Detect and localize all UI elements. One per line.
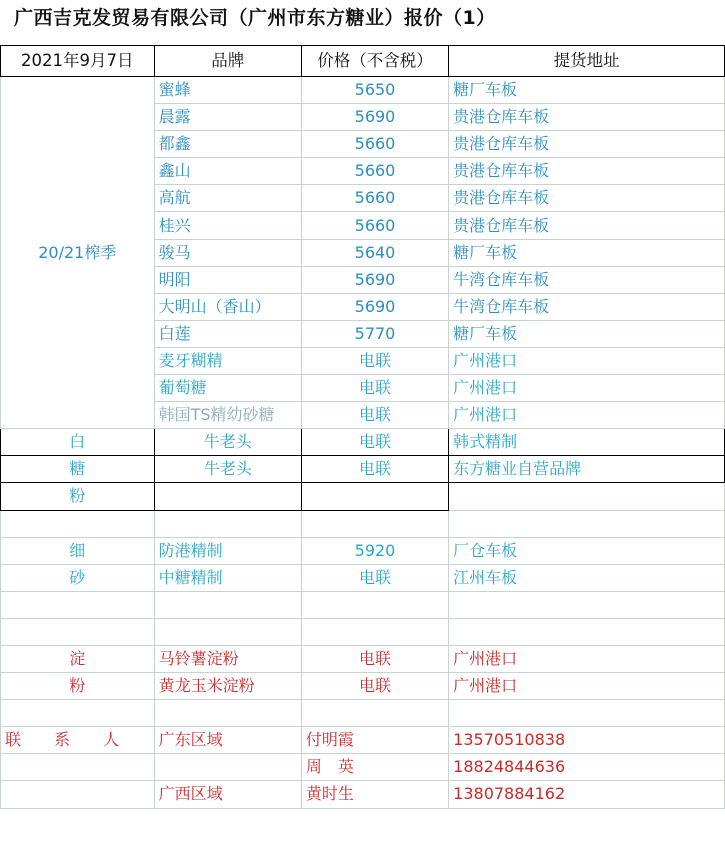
table-row bbox=[1, 645, 725, 672]
brand-cell: 马铃薯淀粉 bbox=[154, 645, 301, 672]
price-cell: 电联 bbox=[301, 673, 448, 700]
brand-cell: 晨露 bbox=[154, 104, 301, 131]
address-cell: 广州港口 bbox=[449, 402, 725, 429]
empty-cell bbox=[154, 700, 301, 727]
price-cell: 5690 bbox=[301, 266, 448, 293]
table-row bbox=[1, 618, 725, 645]
price-cell: 5770 bbox=[301, 320, 448, 347]
brand-cell: 鑫山 bbox=[154, 158, 301, 185]
contact-name: 付明霞 bbox=[301, 727, 448, 754]
price-cell: 电联 bbox=[301, 564, 448, 591]
region-cell: 广西区域 bbox=[154, 781, 301, 808]
table-row bbox=[1, 510, 725, 537]
price-cell: 电联 bbox=[301, 429, 448, 456]
address-cell: 贵港仓库车板 bbox=[449, 131, 725, 158]
table-row bbox=[1, 673, 725, 700]
address-cell: 贵港仓库车板 bbox=[449, 212, 725, 239]
header-address: 提货地址 bbox=[449, 46, 725, 77]
address-cell: 韩式精制 bbox=[449, 429, 725, 456]
address-cell: 糖厂车板 bbox=[449, 320, 725, 347]
category-label: 粉 bbox=[1, 483, 155, 510]
brand-cell: 桂兴 bbox=[154, 212, 301, 239]
empty-cell bbox=[301, 618, 448, 645]
page-title: 广西吉克发贸易有限公司（广州市东方糖业）报价（1） bbox=[14, 7, 496, 29]
contact-phone[interactable]: 18824844636 bbox=[449, 754, 725, 781]
price-cell: 电联 bbox=[301, 402, 448, 429]
empty-cell bbox=[1, 781, 155, 808]
brand-cell: 骏马 bbox=[154, 239, 301, 266]
price-cell: 电联 bbox=[301, 456, 448, 483]
brand-cell: 高航 bbox=[154, 185, 301, 212]
brand-cell: 大明山（香山） bbox=[154, 293, 301, 320]
address-cell: 贵港仓库车板 bbox=[449, 104, 725, 131]
empty-cell bbox=[301, 510, 448, 537]
address-cell: 广州港口 bbox=[449, 645, 725, 672]
empty-cell bbox=[1, 591, 155, 618]
empty-cell bbox=[449, 700, 725, 727]
address-cell: 牛湾仓库车板 bbox=[449, 266, 725, 293]
empty-cell bbox=[1, 754, 155, 781]
brand-cell: 牛老头 bbox=[154, 456, 301, 483]
table-row bbox=[1, 727, 725, 754]
price-cell: 5660 bbox=[301, 158, 448, 185]
brand-cell: 明阳 bbox=[154, 266, 301, 293]
category-label: 粉 bbox=[1, 673, 155, 700]
brand-cell: 牛老头 bbox=[154, 429, 301, 456]
region-cell: 广东区域 bbox=[154, 727, 301, 754]
table-row bbox=[1, 700, 725, 727]
brand-cell: 黄龙玉米淀粉 bbox=[154, 673, 301, 700]
empty-cell bbox=[1, 700, 155, 727]
brand-cell: 中糖精制 bbox=[154, 564, 301, 591]
brand-cell: 防港精制 bbox=[154, 537, 301, 564]
table-row bbox=[1, 77, 725, 104]
category-label: 白 bbox=[1, 429, 155, 456]
empty-cell bbox=[154, 483, 301, 510]
table-row bbox=[1, 537, 725, 564]
empty-cell bbox=[449, 510, 725, 537]
address-cell: 牛湾仓库车板 bbox=[449, 293, 725, 320]
empty-cell bbox=[301, 700, 448, 727]
empty-cell bbox=[301, 483, 448, 510]
brand-cell: 蜜蜂 bbox=[154, 77, 301, 104]
price-cell: 5920 bbox=[301, 537, 448, 564]
contact-phone[interactable]: 13570510838 bbox=[449, 727, 725, 754]
table-row bbox=[1, 483, 725, 510]
brand-cell: 麦牙糊精 bbox=[154, 347, 301, 374]
address-cell: 江州车板 bbox=[449, 564, 725, 591]
empty-cell bbox=[1, 510, 155, 537]
brand-cell: 都鑫 bbox=[154, 131, 301, 158]
table-row bbox=[1, 591, 725, 618]
header-date: 2021年9月7日 bbox=[1, 46, 155, 77]
address-cell: 糖厂车板 bbox=[449, 239, 725, 266]
price-cell: 5640 bbox=[301, 239, 448, 266]
category-label: 砂 bbox=[1, 564, 155, 591]
empty-cell bbox=[1, 618, 155, 645]
table-row bbox=[1, 456, 725, 483]
address-cell: 糖厂车板 bbox=[449, 77, 725, 104]
price-cell: 电联 bbox=[301, 375, 448, 402]
address-cell: 贵港仓库车板 bbox=[449, 158, 725, 185]
empty-cell bbox=[301, 591, 448, 618]
category-label: 淀 bbox=[1, 645, 155, 672]
table-row bbox=[1, 429, 725, 456]
category-label: 糖 bbox=[1, 456, 155, 483]
price-cell: 电联 bbox=[301, 645, 448, 672]
address-cell: 广州港口 bbox=[449, 375, 725, 402]
address-cell: 广州港口 bbox=[449, 347, 725, 374]
address-cell: 东方糖业自营品牌 bbox=[449, 456, 725, 483]
empty-cell bbox=[154, 510, 301, 537]
price-cell: 5690 bbox=[301, 104, 448, 131]
brand-cell: 葡萄糖 bbox=[154, 375, 301, 402]
price-cell: 电联 bbox=[301, 347, 448, 374]
contact-name: 周 英 bbox=[301, 754, 448, 781]
price-cell: 5650 bbox=[301, 77, 448, 104]
contact-phone[interactable]: 13807884162 bbox=[449, 781, 725, 808]
brand-cell: 韩国TS精幼砂糖 bbox=[154, 402, 301, 429]
price-table bbox=[0, 45, 725, 809]
price-cell: 5660 bbox=[301, 185, 448, 212]
empty-cell bbox=[154, 591, 301, 618]
address-cell: 贵港仓库车板 bbox=[449, 185, 725, 212]
empty-cell bbox=[449, 483, 725, 510]
table-row bbox=[1, 564, 725, 591]
price-cell: 5660 bbox=[301, 212, 448, 239]
empty-cell bbox=[449, 591, 725, 618]
price-cell: 5660 bbox=[301, 131, 448, 158]
contacts-label: 联 系 人 bbox=[1, 727, 155, 754]
region-cell bbox=[154, 754, 301, 781]
price-cell: 5690 bbox=[301, 293, 448, 320]
header-price: 价格（不含税） bbox=[301, 46, 448, 77]
category-label: 细 bbox=[1, 537, 155, 564]
season-label: 20/21榨季 bbox=[1, 77, 155, 429]
empty-cell bbox=[154, 618, 301, 645]
header-brand: 品牌 bbox=[154, 46, 301, 77]
brand-cell: 白莲 bbox=[154, 320, 301, 347]
table-row bbox=[1, 754, 725, 781]
address-cell: 广州港口 bbox=[449, 673, 725, 700]
empty-cell bbox=[449, 618, 725, 645]
address-cell: 厂仓车板 bbox=[449, 537, 725, 564]
table-row bbox=[1, 781, 725, 808]
contact-name: 黄时生 bbox=[301, 781, 448, 808]
header-row bbox=[1, 46, 725, 77]
